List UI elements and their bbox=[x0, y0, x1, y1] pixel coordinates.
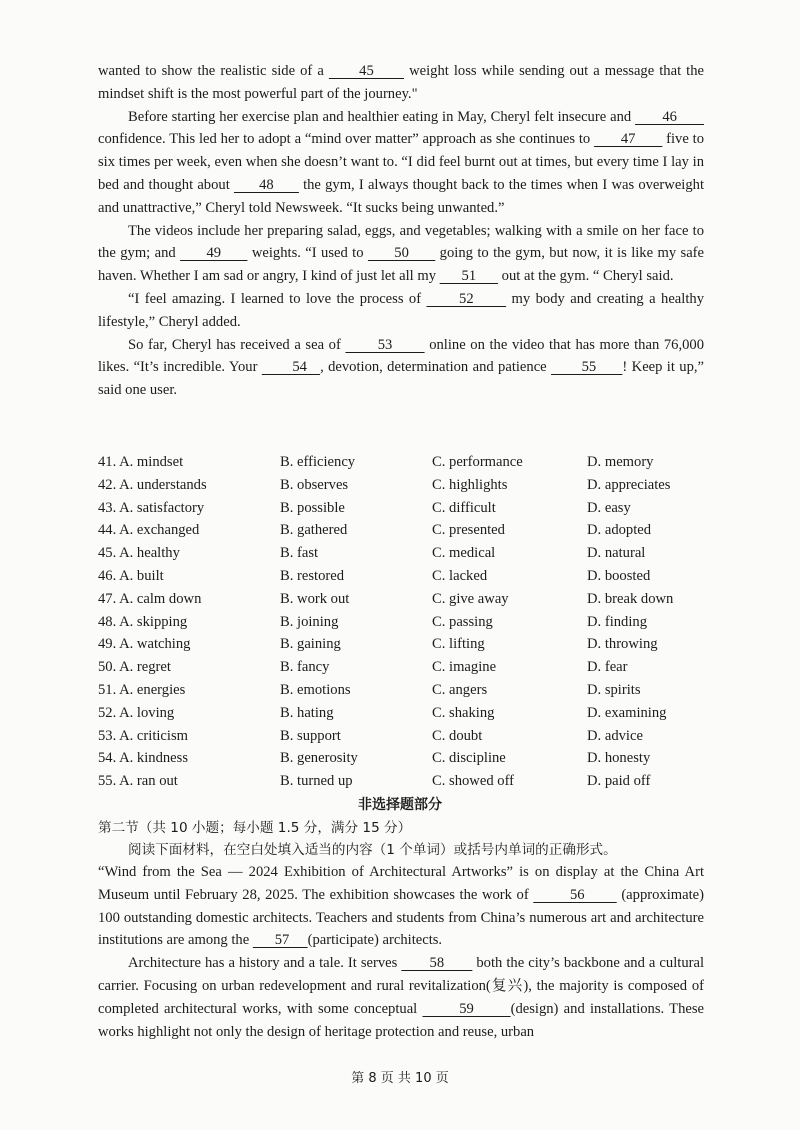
option-row bbox=[98, 588, 708, 611]
blank-51: 51 bbox=[439, 268, 499, 285]
passage-paragraph: Architecture has a history and a tale. It serves 58 both the city’s backbone and a cultural carrier. Focusing on urban redevelopment and rural revitalization(复兴), the majority is composed of completed architectural works, with some conceptual 59 (design) and installations. These works highlight not only the design of heritage protection and reuse, urban bbox=[98, 955, 705, 1040]
option-b: B. joining bbox=[280, 613, 339, 630]
option-b: B. emotions bbox=[280, 681, 351, 698]
option-b: B. generosity bbox=[280, 750, 358, 767]
option-d: D. paid off bbox=[587, 773, 651, 790]
section-title: 非选择题部分 bbox=[358, 797, 442, 813]
option-a: 49. A. watching bbox=[98, 636, 191, 653]
option-d: D. throwing bbox=[587, 636, 658, 653]
option-b: B. gathered bbox=[280, 522, 348, 539]
option-d: D. memory bbox=[587, 454, 654, 470]
blank-55: 55 bbox=[551, 359, 623, 376]
option-d: D. fear bbox=[587, 659, 628, 676]
option-a: 44. A. exchanged bbox=[98, 522, 200, 539]
option-c: C. give away bbox=[432, 590, 509, 607]
blank-49: 49 bbox=[180, 245, 248, 262]
option-b: B. restored bbox=[280, 567, 345, 584]
option-a: 54. A. kindness bbox=[98, 750, 188, 767]
option-b: B. fast bbox=[280, 545, 319, 562]
option-a: 53. A. criticism bbox=[98, 727, 188, 744]
option-d: D. finding bbox=[587, 613, 647, 630]
option-a: 52. A. loving bbox=[98, 704, 175, 721]
option-d: D. advice bbox=[587, 727, 643, 744]
option-c: C. highlights bbox=[432, 476, 508, 493]
option-row bbox=[98, 565, 708, 588]
option-a: 47. A. calm down bbox=[98, 590, 202, 607]
option-row bbox=[98, 679, 708, 702]
option-c: C. medical bbox=[432, 545, 496, 562]
option-b: B. hating bbox=[280, 704, 334, 721]
blank-45: 45 bbox=[328, 63, 405, 79]
option-row bbox=[98, 519, 708, 542]
option-row bbox=[98, 725, 708, 748]
blank-50: 50 bbox=[367, 245, 436, 262]
option-d: D. natural bbox=[587, 545, 646, 562]
option-c: C. lifting bbox=[432, 636, 485, 653]
option-c: C. showed off bbox=[432, 773, 515, 790]
option-d: D. boosted bbox=[587, 567, 651, 584]
option-b: B. observes bbox=[280, 476, 349, 493]
option-b: B. gaining bbox=[280, 636, 341, 653]
option-row bbox=[98, 611, 708, 634]
blank-59: 59 bbox=[422, 1000, 511, 1017]
passage-paragraph: So far, Cheryl has received a sea of 53 online on the video that has more than 76,000 likes. “It’s incredible. Your 54 , devotion, determination and patience 55 ! Keep it up,” said one user. bbox=[98, 336, 705, 399]
blank-53: 53 bbox=[345, 336, 425, 353]
passage-paragraph: wanted to show the realistic side of a 45 weight loss while sending out a message that the mindset shift is the most powerful part of the journey." bbox=[98, 63, 705, 102]
cloze-passage bbox=[98, 60, 704, 402]
option-row bbox=[98, 451, 708, 474]
option-d: D. honesty bbox=[587, 750, 651, 767]
option-a: 50. A. regret bbox=[98, 659, 171, 676]
option-b: B. possible bbox=[280, 499, 345, 516]
option-row bbox=[98, 770, 708, 793]
answer-options bbox=[98, 451, 708, 793]
option-d: D. appreciates bbox=[587, 476, 671, 493]
option-c: C. angers bbox=[432, 681, 488, 698]
option-row bbox=[98, 474, 708, 497]
blank-46: 46 bbox=[635, 108, 705, 125]
option-row bbox=[98, 747, 708, 770]
blank-57: 57 bbox=[252, 932, 308, 949]
option-d: D. easy bbox=[587, 499, 631, 516]
option-a: 55. A. ran out bbox=[98, 773, 178, 790]
blank-56: 56 bbox=[533, 886, 617, 903]
option-a: 45. A. healthy bbox=[98, 545, 180, 562]
option-a: 41. A. mindset bbox=[98, 454, 184, 470]
option-a: 48. A. skipping bbox=[98, 613, 188, 630]
blank-58: 58 bbox=[401, 955, 473, 972]
option-c: C. lacked bbox=[432, 567, 488, 584]
option-a: 43. A. satisfactory bbox=[98, 499, 205, 516]
option-c: C. imagine bbox=[432, 659, 497, 676]
option-c: C. performance bbox=[432, 454, 523, 470]
option-a: 42. A. understands bbox=[98, 476, 207, 493]
option-row bbox=[98, 497, 708, 520]
passage-paragraph: “I feel amazing. I learned to love the process of 52 my body and creating a healthy lifestyle,” Cheryl added. bbox=[98, 290, 704, 330]
blank-54: 54 bbox=[261, 359, 321, 376]
option-d: D. break down bbox=[587, 590, 674, 607]
option-row bbox=[98, 702, 708, 725]
option-row bbox=[98, 656, 708, 679]
passage-paragraph: The videos include her preparing salad, eggs, and vegetables; walking with a smile on her face to the gym; and 49 weights. “I used to 50 going to the gym, but now, it is like my safe haven. Whether I am sad or angry, I kind of just let all my 51 out at the gym. “ Cheryl said. bbox=[98, 222, 705, 285]
option-d: D. adopted bbox=[587, 522, 652, 539]
option-d: D. examining bbox=[587, 704, 667, 721]
option-b: B. fancy bbox=[280, 659, 330, 676]
option-c: C. difficult bbox=[432, 499, 496, 516]
option-c: C. passing bbox=[432, 613, 493, 630]
option-b: B. turned up bbox=[280, 773, 353, 790]
option-row bbox=[98, 633, 708, 656]
blank-48: 48 bbox=[233, 176, 299, 193]
option-d: D. spirits bbox=[587, 681, 641, 698]
page-number: 第 8 页 共 10 页 bbox=[351, 1071, 449, 1086]
option-row bbox=[98, 542, 708, 565]
grammar-passage bbox=[98, 861, 704, 1043]
option-a: 46. A. built bbox=[98, 567, 164, 584]
passage-paragraph: Before starting her exercise plan and healthier eating in May, Cheryl felt insecure and 46 confidence. This led her to adopt a “mind over matter” approach as she continues to 47 five to six times per week, even when she doesn’t want to. “I did feel burnt out at times, but every time I lay in bed and thought about 48 the gym, I always thought back to the times when I was overweight and unattractive,” Cheryl told Newsweek. “It sucks being unwanted.” bbox=[98, 108, 705, 216]
option-c: C. discipline bbox=[432, 750, 506, 767]
passage-paragraph: “Wind from the Sea — 2024 Exhibition of Architectural Artworks” is on display at the China Art Museum until February 28, 2025. The exhibition showcases the work of 56 (approximate) 100 outstanding domestic architects. Teachers and students from China’s numerous art and architecture institutions are among the 57 (participate) architects. bbox=[98, 864, 704, 949]
option-c: C. presented bbox=[432, 522, 505, 539]
instruction-text: 阅读下面材料，在空白处填入适当的内容（1 个单词）或括号内单词的正确形式。 bbox=[128, 842, 617, 858]
option-c: C. doubt bbox=[432, 727, 483, 744]
option-c: C. shaking bbox=[432, 704, 495, 721]
option-b: B. efficiency bbox=[280, 454, 356, 470]
option-a: 51. A. energies bbox=[98, 681, 186, 698]
section-header: 第二节（共 10 小题；每小题 1.5 分，满分 15 分） bbox=[98, 820, 412, 836]
blank-52: 52 bbox=[426, 290, 507, 307]
blank-47: 47 bbox=[594, 131, 663, 148]
option-b: B. support bbox=[280, 727, 341, 744]
option-b: B. work out bbox=[280, 590, 350, 607]
